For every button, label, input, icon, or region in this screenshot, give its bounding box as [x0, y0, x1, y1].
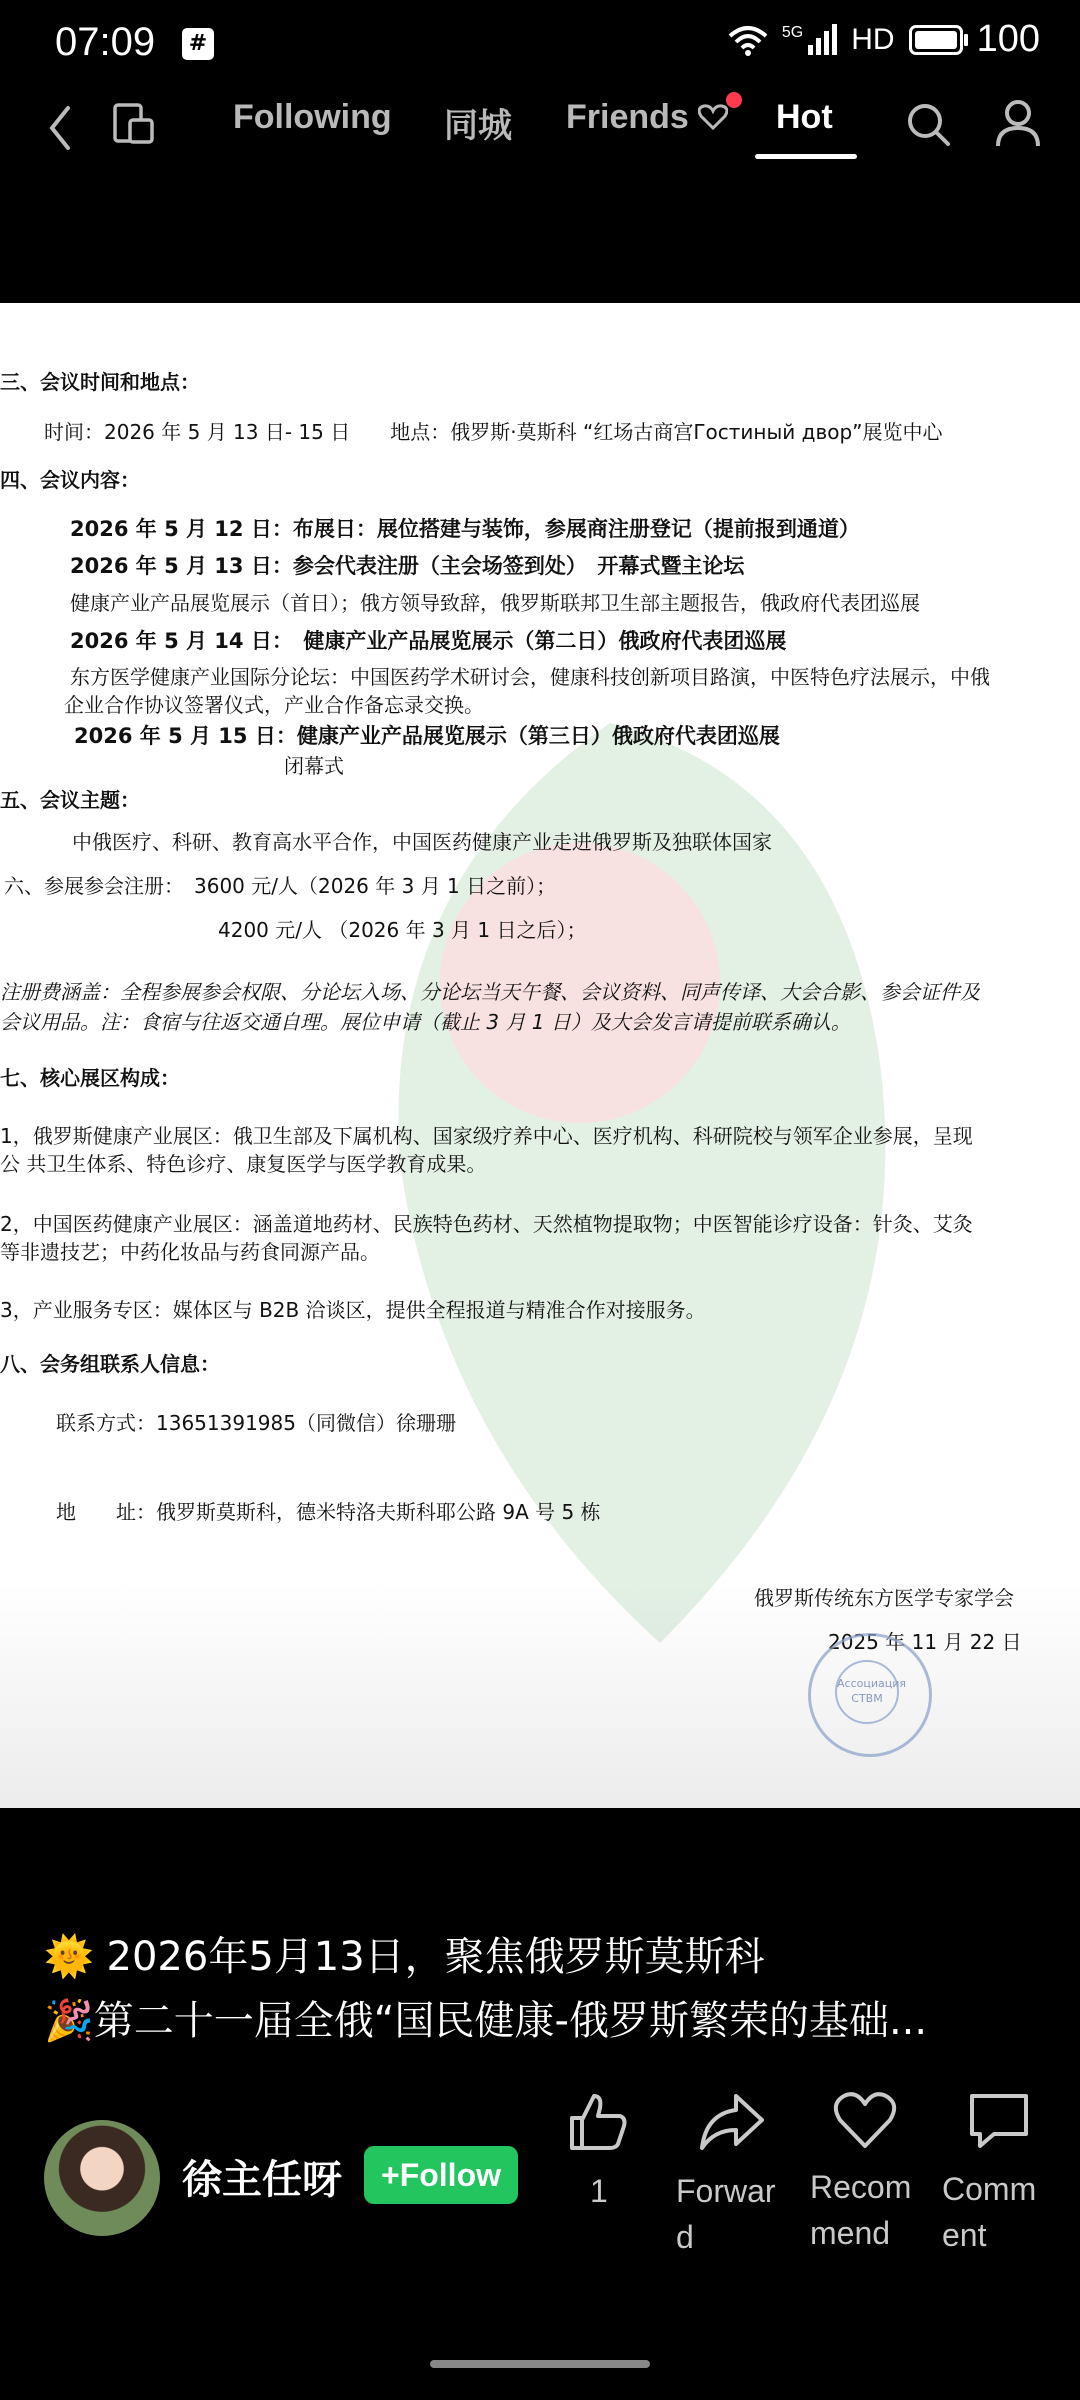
- doc-line: 中俄医疗、科研、教育高水平合作，中国医药健康产业走进俄罗斯及独联体国家: [72, 830, 772, 854]
- official-seal: [808, 1633, 932, 1757]
- doc-signature-org: 俄罗斯传统东方医学专家学会: [754, 1586, 1014, 1610]
- tab-local[interactable]: 同城: [444, 107, 512, 145]
- recommend-label: Recom mend: [810, 2169, 912, 2251]
- thumbs-up-icon: [566, 2090, 630, 2154]
- notification-icon: #: [182, 28, 214, 60]
- home-indicator[interactable]: [430, 2360, 650, 2368]
- comment-label: Comm ent: [942, 2171, 1037, 2253]
- doc-line: 1，俄罗斯健康产业展区：俄卫生部及下属机构、国家级疗养中心、医疗机构、科研院校与领军企业参展，呈现: [0, 1124, 973, 1148]
- notification-dot: [726, 92, 742, 108]
- doc-line: 会议用品。注：食宿与往返交通自理。展位申请（截止 3 月 1 日）及大会发言请提前联系确认。: [0, 1010, 851, 1034]
- like-count: 1: [590, 2173, 608, 2209]
- forward-button[interactable]: [676, 2090, 786, 2260]
- comment-icon: [966, 2090, 1032, 2152]
- recommend-button[interactable]: [810, 2090, 920, 2256]
- user-icon[interactable]: [994, 98, 1042, 148]
- signal-icon: [782, 24, 837, 55]
- share-arrow-icon: [698, 2090, 766, 2154]
- hd-indicator: HD: [851, 22, 895, 56]
- doc-line: 2，中国医药健康产业展区：涵盖道地药材、民族特色药材、天然植物提取物；中医智能诊疗设备：针灸、艾灸: [0, 1212, 973, 1236]
- doc-line: 地 址：俄罗斯莫斯科，德米特洛夫斯科耶公路 9A 号 5 栋: [56, 1500, 601, 1524]
- doc-line: 东方医学健康产业国际分论坛：中国医药学术研讨会，健康科技创新项目路演，中医特色疗法展示，中俄: [70, 665, 990, 689]
- tab-friends[interactable]: [566, 98, 728, 137]
- seal-text: Ассоциация СТВМ: [835, 1660, 899, 1724]
- follow-button[interactable]: +Follow: [364, 2146, 518, 2204]
- post-caption[interactable]: [44, 1925, 1044, 2053]
- tab-following[interactable]: Following: [233, 98, 392, 136]
- status-bar: [0, 0, 1080, 90]
- battery-icon: [909, 25, 963, 55]
- heart-icon: [832, 2090, 898, 2150]
- doc-line: 三、会议时间和地点：: [0, 370, 200, 394]
- active-tab-indicator: [755, 154, 857, 159]
- status-time: 07:09: [55, 20, 156, 64]
- forward-label: Forwar d: [676, 2173, 776, 2255]
- comment-button[interactable]: [942, 2090, 1052, 2258]
- doc-line: 时间：2026 年 5 月 13 日- 15 日 地点：俄罗斯·莫斯科 “红场古商宫Гостиный двор”展览中心: [44, 420, 943, 444]
- top-nav: [0, 90, 1080, 170]
- doc-line: 六、参展参会注册： 3600 元/人（2026 年 3 月 1 日之前）；: [4, 874, 557, 898]
- avatar[interactable]: [44, 2120, 160, 2236]
- doc-line: 四、会议内容：: [0, 468, 140, 492]
- doc-line: 健康产业产品展览展示（首日）；俄方领导致辞，俄罗斯联邦卫生部主题报告，俄政府代表团巡展: [70, 591, 920, 615]
- doc-line: 五、会议主题：: [0, 788, 140, 812]
- chevron-left-icon[interactable]: [40, 98, 80, 158]
- doc-line: 2026 年 5 月 13 日：参会代表注册（主会场签到处） 开幕式暨主论坛: [70, 554, 745, 578]
- heart-icon: [698, 104, 728, 130]
- author-name[interactable]: 徐主任呀: [182, 2157, 342, 2203]
- doc-line: 公 共卫生体系、特色诊疗、康复医学与医学教育成果。: [0, 1152, 487, 1176]
- caption-line-1: 🌞 2026年5月13日，聚焦俄罗斯莫斯科: [44, 1934, 765, 1980]
- doc-line: 3，产业服务专区：媒体区与 B2B 洽谈区，提供全程报道与精准合作对接服务。: [0, 1298, 706, 1322]
- caption-line-2: 🎉第二十一届全俄“国民健康-俄罗斯繁荣的基础...: [44, 1998, 928, 2044]
- doc-line: 七、核心展区构成：: [0, 1066, 180, 1090]
- doc-signature-date: 2025 年 11 月 22 日: [828, 1630, 1022, 1654]
- doc-line: 联系方式：13651391985（同微信）徐珊珊: [56, 1411, 456, 1435]
- tab-hot[interactable]: Hot: [776, 98, 833, 136]
- battery-level: 100: [976, 18, 1040, 60]
- post-image-document[interactable]: [0, 303, 1080, 1808]
- doc-line: 等非遗技艺；中药化妆品与药食同源产品。: [0, 1240, 380, 1264]
- doc-line: 闭幕式: [284, 754, 344, 778]
- doc-line: 4200 元/人 （2026 年 3 月 1 日之后）；: [218, 918, 587, 942]
- tab-friends-label: Friends: [566, 98, 689, 136]
- doc-line: 八、会务组联系人信息：: [0, 1352, 220, 1376]
- network-type: 5G: [781, 24, 804, 41]
- doc-line: 2026 年 5 月 12 日：布展日：展位搭建与装饰，参展商注册登记（提前报到通道）: [70, 517, 860, 541]
- wifi-icon: [728, 24, 768, 56]
- search-icon[interactable]: [904, 100, 952, 148]
- status-right: [728, 18, 1040, 61]
- multiwindow-icon[interactable]: [112, 102, 156, 146]
- doc-line: 企业合作协议签署仪式，产业合作备忘录交换。: [64, 693, 484, 717]
- doc-line: 注册费涵盖：全程参展参会权限、分论坛入场、分论坛当天午餐、会议资料、同声传译、大会合影、参会证件及: [0, 980, 980, 1004]
- doc-line: 2026 年 5 月 14 日： 健康产业产品展览展示（第二日）俄政府代表团巡展: [70, 629, 787, 653]
- like-button[interactable]: [566, 2090, 676, 2214]
- doc-line: 2026 年 5 月 15 日：健康产业产品展览展示（第三日）俄政府代表团巡展: [74, 724, 780, 748]
